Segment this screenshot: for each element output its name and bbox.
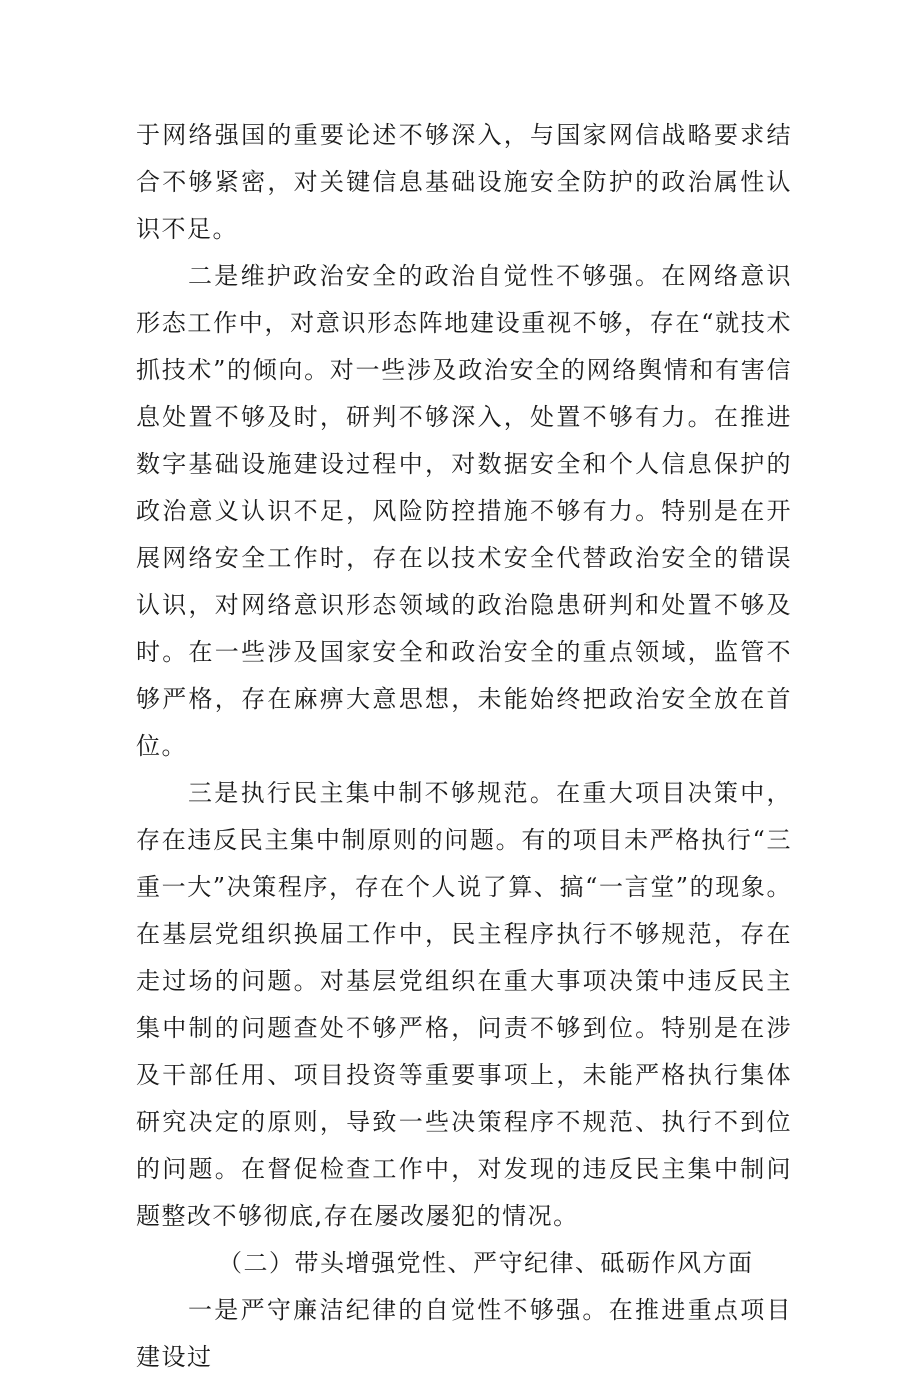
document-body (136, 112, 792, 1381)
section-heading: （二）带头增强党性、严守纪律、砥砺作风方面 (218, 1249, 754, 1277)
paragraph-point-three: 三是执行民主集中制不够规范。在重大项目决策中，存在违反民主集中制原则的问题。有的项目未严格执行“三重一大”决策程序，存在个人说了算、搞“一言堂”的现象。在基层党组织换届工作中，民主程序执行不够规范，存在走过场的问题。对基层党组织在重大事项决策中违反民主集中制的问题查处不够严格，问责不够到位。特别是在涉及干部任用、项目投资等重要事项上，未能严格执行集体研究决定的原则，导致一些决策程序不规范、执行不到位的问题。在督促检查工作中，对发现的违反民主集中制问题整改不够彻底,存在屡改屡犯的情况。 (136, 779, 792, 1230)
paragraph-last: 一是严守廉洁纪律的自觉性不够强。在推进重点项目建设过 (136, 1296, 792, 1371)
paragraph-point-two: 二是维护政治安全的政治自觉性不够强。在网络意识形态工作中，对意识形态阵地建设重视不够，存在“就技术抓技术”的倾向。对一些涉及政治安全的网络舆情和有害信息处置不够及时，研判不够深入，处置不够有力。在推进数字基础设施建设过程中，对数据安全和个人信息保护的政治意义认识不足，风险防控措施不够有力。特别是在开展网络安全工作时，存在以技术安全代替政治安全的错误认识，对网络意识形态领域的政治隐患研判和处置不够及时。在一些涉及国家安全和政治安全的重点领域，监管不够严格，存在麻痹大意思想，未能始终把政治安全放在首位。 (136, 262, 792, 760)
paragraph-continuation: 于网络强国的重要论述不够深入，与国家网信战略要求结合不够紧密，对关键信息基础设施安全防护的政治属性认识不足。 (136, 121, 792, 243)
